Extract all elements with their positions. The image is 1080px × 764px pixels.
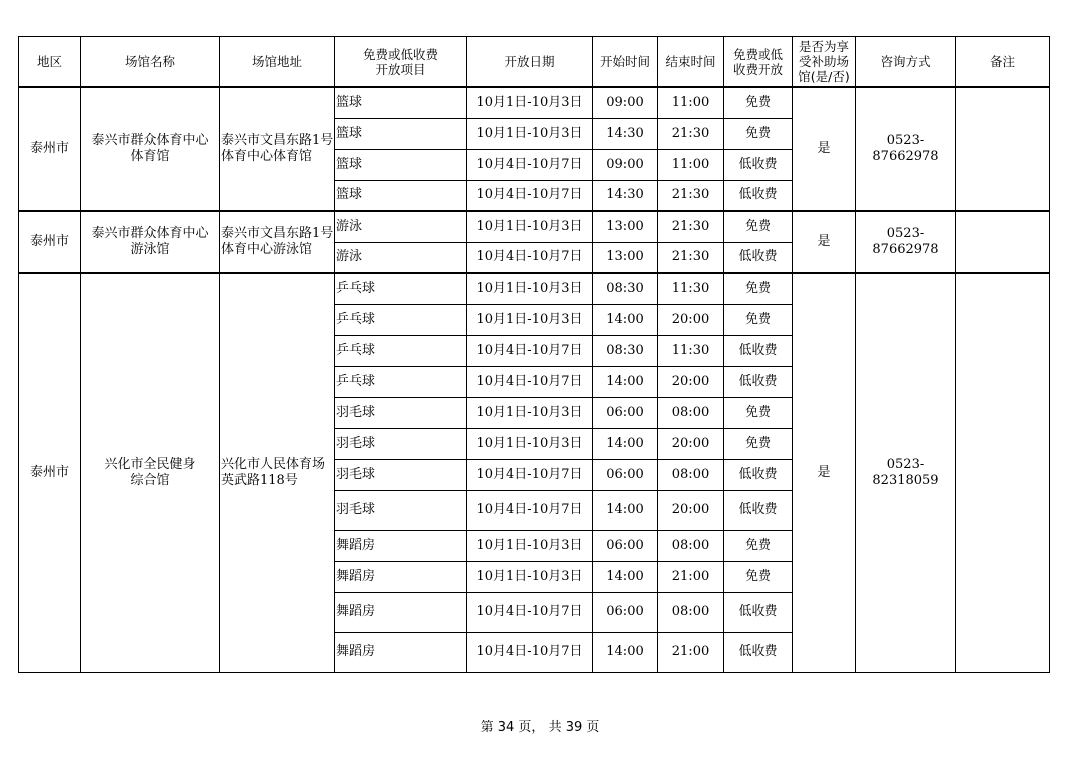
subsidized-cell: 是 bbox=[793, 211, 856, 273]
region-cell: 泰州市 bbox=[19, 211, 81, 273]
start-time-cell: 14:00 bbox=[593, 561, 658, 592]
item-cell: 篮球 bbox=[335, 118, 467, 149]
start-time-cell: 14:30 bbox=[593, 180, 658, 211]
start-time-cell: 14:00 bbox=[593, 304, 658, 335]
date-cell: 10月1日-10月3日 bbox=[467, 304, 593, 335]
item-cell: 游泳 bbox=[335, 211, 467, 242]
date-cell: 10月1日-10月3日 bbox=[467, 397, 593, 428]
start-time-cell: 13:00 bbox=[593, 211, 658, 242]
venue-schedule-table bbox=[18, 36, 1050, 673]
fee-cell: 免费 bbox=[724, 304, 793, 335]
date-cell: 10月4日-10月7日 bbox=[467, 459, 593, 490]
start-time-cell: 09:00 bbox=[593, 149, 658, 180]
date-cell: 10月1日-10月3日 bbox=[467, 273, 593, 304]
item-cell: 羽毛球 bbox=[335, 397, 467, 428]
col-header-venue-name: 场馆名称 bbox=[81, 37, 220, 88]
header-row bbox=[19, 37, 1050, 88]
fee-cell: 低收费 bbox=[724, 459, 793, 490]
end-time-cell: 21:00 bbox=[658, 632, 724, 672]
fee-cell: 免费 bbox=[724, 211, 793, 242]
table-row bbox=[19, 87, 1050, 118]
start-time-cell: 09:00 bbox=[593, 87, 658, 118]
date-cell: 10月4日-10月7日 bbox=[467, 335, 593, 366]
col-header-open-date: 开放日期 bbox=[467, 37, 593, 88]
start-time-cell: 14:00 bbox=[593, 490, 658, 530]
item-cell: 篮球 bbox=[335, 87, 467, 118]
start-time-cell: 08:30 bbox=[593, 273, 658, 304]
end-time-cell: 21:00 bbox=[658, 561, 724, 592]
item-cell: 乒乓球 bbox=[335, 273, 467, 304]
fee-cell: 低收费 bbox=[724, 242, 793, 273]
date-cell: 10月1日-10月3日 bbox=[467, 561, 593, 592]
table-row bbox=[19, 211, 1050, 242]
venue-address-cell: 泰兴市文昌东路1号体育中心游泳馆 bbox=[220, 211, 335, 273]
col-header-open-item: 免费或低收费开放项目 bbox=[335, 37, 467, 88]
fee-cell: 免费 bbox=[724, 118, 793, 149]
col-header-start-time: 开始时间 bbox=[593, 37, 658, 88]
end-time-cell: 21:30 bbox=[658, 211, 724, 242]
date-cell: 10月4日-10月7日 bbox=[467, 149, 593, 180]
fee-cell: 免费 bbox=[724, 428, 793, 459]
fee-cell: 低收费 bbox=[724, 632, 793, 672]
date-cell: 10月4日-10月7日 bbox=[467, 180, 593, 211]
note-cell bbox=[956, 87, 1050, 211]
item-cell: 篮球 bbox=[335, 180, 467, 211]
fee-cell: 免费 bbox=[724, 561, 793, 592]
fee-cell: 免费 bbox=[724, 273, 793, 304]
end-time-cell: 08:00 bbox=[658, 459, 724, 490]
end-time-cell: 08:00 bbox=[658, 530, 724, 561]
venue-name-cell: 泰兴市群众体育中心游泳馆 bbox=[81, 211, 220, 273]
date-cell: 10月1日-10月3日 bbox=[467, 87, 593, 118]
end-time-cell: 21:30 bbox=[658, 242, 724, 273]
table-body bbox=[19, 87, 1050, 672]
table-row bbox=[19, 273, 1050, 304]
end-time-cell: 11:00 bbox=[658, 87, 724, 118]
fee-cell: 低收费 bbox=[724, 180, 793, 211]
region-cell: 泰州市 bbox=[19, 273, 81, 672]
start-time-cell: 14:00 bbox=[593, 428, 658, 459]
venue-address-cell: 泰兴市文昌东路1号体育中心体育馆 bbox=[220, 87, 335, 211]
item-cell: 羽毛球 bbox=[335, 428, 467, 459]
date-cell: 10月1日-10月3日 bbox=[467, 211, 593, 242]
venue-address-cell: 兴化市人民体育场英武路118号 bbox=[220, 273, 335, 672]
col-header-region: 地区 bbox=[19, 37, 81, 88]
date-cell: 10月1日-10月3日 bbox=[467, 428, 593, 459]
fee-cell: 免费 bbox=[724, 530, 793, 561]
contact-cell: 0523-87662978 bbox=[856, 211, 956, 273]
subsidized-cell: 是 bbox=[793, 87, 856, 211]
date-cell: 10月1日-10月3日 bbox=[467, 530, 593, 561]
note-cell bbox=[956, 273, 1050, 672]
item-cell: 舞蹈房 bbox=[335, 632, 467, 672]
fee-cell: 低收费 bbox=[724, 592, 793, 632]
start-time-cell: 13:00 bbox=[593, 242, 658, 273]
fee-cell: 免费 bbox=[724, 397, 793, 428]
subsidized-cell: 是 bbox=[793, 273, 856, 672]
start-time-cell: 14:00 bbox=[593, 366, 658, 397]
venue-name-cell: 泰兴市群众体育中心体育馆 bbox=[81, 87, 220, 211]
end-time-cell: 20:00 bbox=[658, 428, 724, 459]
date-cell: 10月4日-10月7日 bbox=[467, 490, 593, 530]
end-time-cell: 20:00 bbox=[658, 304, 724, 335]
fee-cell: 低收费 bbox=[724, 366, 793, 397]
date-cell: 10月1日-10月3日 bbox=[467, 118, 593, 149]
col-header-note: 备注 bbox=[956, 37, 1050, 88]
end-time-cell: 11:30 bbox=[658, 273, 724, 304]
date-cell: 10月4日-10月7日 bbox=[467, 592, 593, 632]
item-cell: 乒乓球 bbox=[335, 366, 467, 397]
col-header-venue-address: 场馆地址 bbox=[220, 37, 335, 88]
note-cell bbox=[956, 211, 1050, 273]
item-cell: 羽毛球 bbox=[335, 490, 467, 530]
end-time-cell: 08:00 bbox=[658, 397, 724, 428]
start-time-cell: 06:00 bbox=[593, 530, 658, 561]
end-time-cell: 20:00 bbox=[658, 366, 724, 397]
end-time-cell: 08:00 bbox=[658, 592, 724, 632]
item-cell: 游泳 bbox=[335, 242, 467, 273]
region-cell: 泰州市 bbox=[19, 87, 81, 211]
contact-cell: 0523-82318059 bbox=[856, 273, 956, 672]
item-cell: 乒乓球 bbox=[335, 304, 467, 335]
item-cell: 舞蹈房 bbox=[335, 561, 467, 592]
item-cell: 篮球 bbox=[335, 149, 467, 180]
fee-cell: 低收费 bbox=[724, 490, 793, 530]
item-cell: 乒乓球 bbox=[335, 335, 467, 366]
end-time-cell: 21:30 bbox=[658, 180, 724, 211]
item-cell: 羽毛球 bbox=[335, 459, 467, 490]
col-header-fee-type: 免费或低收费开放 bbox=[724, 37, 793, 88]
page-footer: 第 34 页， 共 39 页 bbox=[480, 720, 600, 735]
item-cell: 舞蹈房 bbox=[335, 530, 467, 561]
fee-cell: 免费 bbox=[724, 87, 793, 118]
col-header-subsidized: 是否为享受补助场馆(是/否) bbox=[793, 37, 856, 88]
start-time-cell: 14:30 bbox=[593, 118, 658, 149]
venue-name-cell: 兴化市全民健身综合馆 bbox=[81, 273, 220, 672]
end-time-cell: 20:00 bbox=[658, 490, 724, 530]
start-time-cell: 14:00 bbox=[593, 632, 658, 672]
date-cell: 10月4日-10月7日 bbox=[467, 366, 593, 397]
start-time-cell: 08:30 bbox=[593, 335, 658, 366]
start-time-cell: 06:00 bbox=[593, 397, 658, 428]
col-header-contact: 咨询方式 bbox=[856, 37, 956, 88]
fee-cell: 低收费 bbox=[724, 149, 793, 180]
fee-cell: 低收费 bbox=[724, 335, 793, 366]
col-header-end-time: 结束时间 bbox=[658, 37, 724, 88]
start-time-cell: 06:00 bbox=[593, 592, 658, 632]
end-time-cell: 11:00 bbox=[658, 149, 724, 180]
start-time-cell: 06:00 bbox=[593, 459, 658, 490]
item-cell: 舞蹈房 bbox=[335, 592, 467, 632]
end-time-cell: 21:30 bbox=[658, 118, 724, 149]
date-cell: 10月4日-10月7日 bbox=[467, 632, 593, 672]
end-time-cell: 11:30 bbox=[658, 335, 724, 366]
date-cell: 10月4日-10月7日 bbox=[467, 242, 593, 273]
contact-cell: 0523-87662978 bbox=[856, 87, 956, 211]
